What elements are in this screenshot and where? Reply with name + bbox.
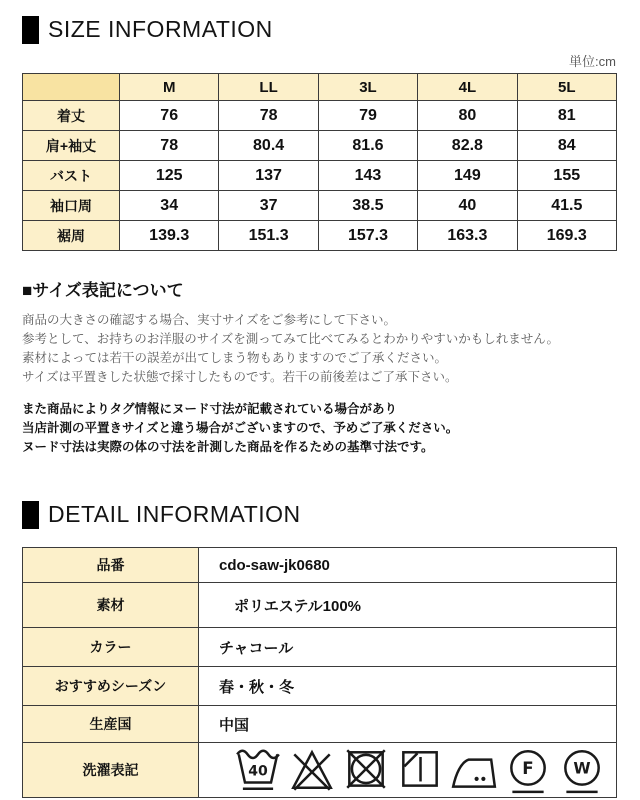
detail-row-label: 素材 bbox=[23, 583, 199, 628]
unit-label: 単位:cm bbox=[569, 54, 616, 69]
svg-text:40: 40 bbox=[248, 763, 268, 780]
table-row bbox=[23, 101, 617, 131]
size-col-header: 3L bbox=[318, 74, 417, 101]
size-cell: 34 bbox=[120, 191, 219, 221]
detail-row-value: ポリエステル100% bbox=[199, 583, 617, 628]
detail-row-value: cdo-saw-jk0680 bbox=[199, 548, 617, 583]
size-col-header: LL bbox=[219, 74, 318, 101]
wash-40-mild-icon bbox=[233, 745, 283, 795]
detail-row-label: 品番 bbox=[23, 548, 199, 583]
size-cell: 78 bbox=[219, 101, 318, 131]
note-line: 参考として、お持ちのお洋服のサイズを測ってみて比べてみるとわかりやすいかもしれません。 bbox=[22, 332, 560, 346]
table-row bbox=[23, 191, 617, 221]
size-cell: 80 bbox=[418, 101, 517, 131]
detail-table bbox=[22, 547, 617, 798]
care-symbols-cell bbox=[199, 743, 617, 798]
size-notes-paragraph bbox=[22, 311, 617, 387]
size-cell: 139.3 bbox=[120, 221, 219, 251]
size-col-header: 4L bbox=[418, 74, 517, 101]
size-cell: 137 bbox=[219, 161, 318, 191]
size-information-title: SIZE INFORMATION bbox=[48, 16, 273, 43]
table-row bbox=[23, 131, 617, 161]
table-row bbox=[23, 548, 617, 583]
size-table-header-row bbox=[23, 74, 617, 101]
detail-row-value: チャコール bbox=[199, 628, 617, 667]
size-cell: 169.3 bbox=[517, 221, 616, 251]
iron-medium-icon bbox=[449, 745, 499, 795]
note-line: 商品の大きさの確認する場合、実寸サイズをご参考にして下さい。 bbox=[22, 313, 397, 327]
size-cell: 40 bbox=[418, 191, 517, 221]
table-row bbox=[23, 161, 617, 191]
note-line: ヌード寸法は実際の体の寸法を計測した商品を作るための基準寸法です。 bbox=[22, 440, 434, 454]
svg-text:F: F bbox=[522, 759, 534, 779]
size-cell: 81.6 bbox=[318, 131, 417, 161]
size-row-label: バスト bbox=[23, 161, 120, 191]
line-dry-in-shade-icon bbox=[395, 745, 445, 795]
table-row bbox=[23, 706, 617, 743]
size-information-header bbox=[22, 16, 617, 44]
size-row-label: 裾周 bbox=[23, 221, 120, 251]
laundry-care-symbols bbox=[219, 743, 616, 797]
note-line: また商品によりタグ情報にヌード寸法が記載されている場合があり bbox=[22, 402, 398, 416]
size-cell: 38.5 bbox=[318, 191, 417, 221]
detail-row-value: 中国 bbox=[199, 706, 617, 743]
size-table-corner-cell bbox=[23, 74, 120, 101]
size-cell: 163.3 bbox=[418, 221, 517, 251]
size-cell: 79 bbox=[318, 101, 417, 131]
table-row bbox=[23, 221, 617, 251]
note-line: サイズは平置きした状態で採寸したものです。若干の前後差はご了承下さい。 bbox=[22, 370, 458, 384]
size-cell: 37 bbox=[219, 191, 318, 221]
detail-row-label: おすすめシーズン bbox=[23, 667, 199, 706]
size-row-label: 袖口周 bbox=[23, 191, 120, 221]
nude-size-notice-paragraph bbox=[22, 400, 617, 457]
size-row-label: 肩+袖丈 bbox=[23, 131, 120, 161]
size-cell: 84 bbox=[517, 131, 616, 161]
size-row-label: 着丈 bbox=[23, 101, 120, 131]
detail-row-label: カラー bbox=[23, 628, 199, 667]
size-cell: 80.4 bbox=[219, 131, 318, 161]
table-row bbox=[23, 667, 617, 706]
detail-row-label: 生産国 bbox=[23, 706, 199, 743]
detail-row-value: 春・秋・冬 bbox=[199, 667, 617, 706]
size-col-header: 5L bbox=[517, 74, 616, 101]
size-table bbox=[22, 73, 617, 251]
table-row bbox=[23, 743, 617, 798]
detail-information-title: DETAIL INFORMATION bbox=[48, 501, 301, 528]
black-bullet-icon bbox=[22, 16, 39, 44]
note-line: 素材によっては若干の誤差が出てしまう物もありますのでご了承ください。 bbox=[22, 351, 448, 365]
size-cell: 151.3 bbox=[219, 221, 318, 251]
size-cell: 155 bbox=[517, 161, 616, 191]
detail-row-label: 洗濯表記 bbox=[23, 743, 199, 798]
size-cell: 157.3 bbox=[318, 221, 417, 251]
size-cell: 143 bbox=[318, 161, 417, 191]
size-cell: 78 bbox=[120, 131, 219, 161]
do-not-tumble-dry-icon bbox=[341, 745, 391, 795]
size-cell: 76 bbox=[120, 101, 219, 131]
size-cell: 149 bbox=[418, 161, 517, 191]
svg-text:W: W bbox=[573, 759, 591, 778]
wet-clean-mild-icon bbox=[557, 745, 607, 795]
detail-information-header bbox=[22, 501, 617, 529]
size-col-header: M bbox=[120, 74, 219, 101]
size-cell: 81 bbox=[517, 101, 616, 131]
black-bullet-icon bbox=[22, 501, 39, 529]
size-notes-heading: ■サイズ表記について bbox=[22, 281, 184, 300]
note-line: 当店計測の平置きサイズと違う場合がございますので、予めご了承ください。 bbox=[22, 421, 459, 435]
size-cell: 82.8 bbox=[418, 131, 517, 161]
size-cell: 125 bbox=[120, 161, 219, 191]
table-row bbox=[23, 628, 617, 667]
size-cell: 41.5 bbox=[517, 191, 616, 221]
do-not-bleach-icon bbox=[287, 745, 337, 795]
table-row bbox=[23, 583, 617, 628]
dry-clean-petroleum-mild-icon bbox=[503, 745, 553, 795]
